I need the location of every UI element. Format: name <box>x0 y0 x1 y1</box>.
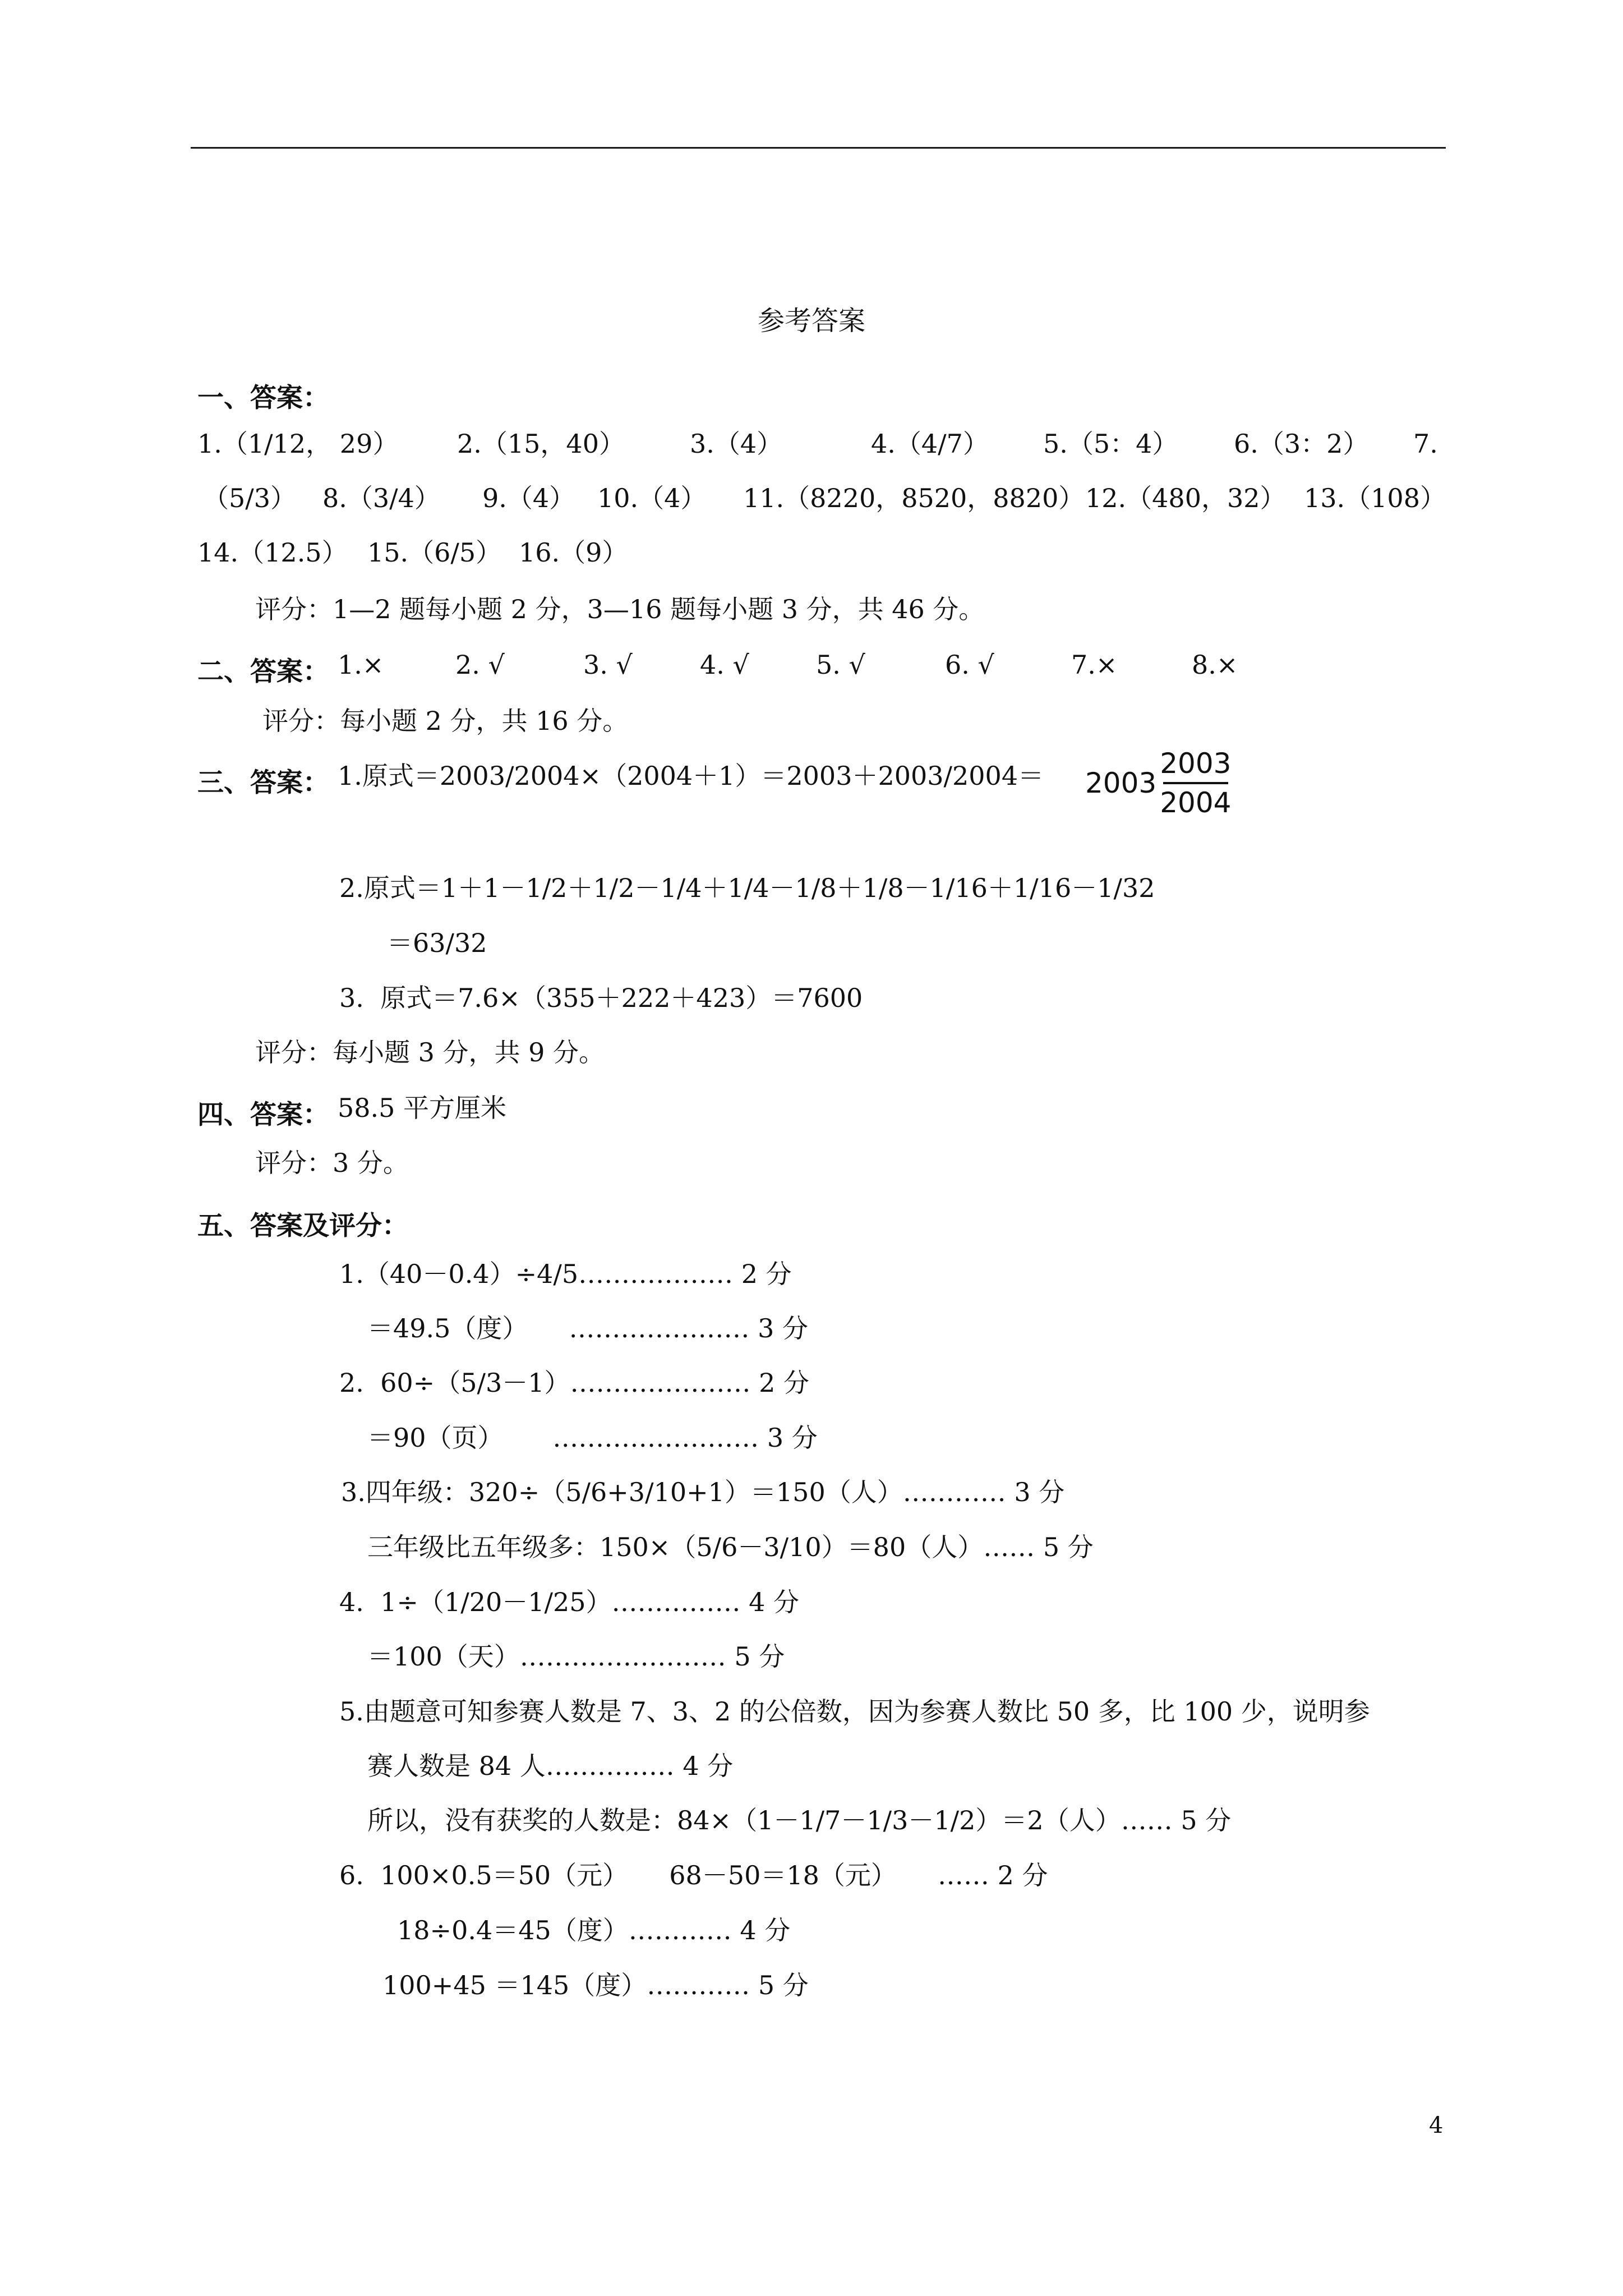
s5-line: ＝100（天）…………………… 5 分 <box>367 1641 785 1672</box>
page-number: 4 <box>1429 2113 1444 2138</box>
s1-row2-item: 9.（4） <box>482 483 575 513</box>
section-2-heading: 二、答案： <box>197 656 329 687</box>
s5-line: 赛人数是 84 人…………… 4 分 <box>367 1751 734 1781</box>
s5-line: 4. 1÷（1/20－1/25）…………… 4 分 <box>339 1587 800 1617</box>
s1-row2-item: 12.（480，32） <box>1085 483 1286 513</box>
s1-row1-item: 6.（3：2） <box>1234 429 1369 459</box>
s2-item: 5. √ <box>816 650 865 680</box>
section-1-heading: 一、答案： <box>197 383 329 413</box>
s1-row2-item: 11.（8220，8520，8820） <box>743 483 1085 513</box>
s1-row3-item: 14.（12.5） <box>197 537 348 568</box>
s5-line: 1.（40－0.4）÷4/5……………… 2 分 <box>339 1259 792 1289</box>
s1-row3-item: 15.（6/5） <box>367 537 502 568</box>
s3-line2: 2.原式＝1＋1－1/2＋1/2－1/4＋1/4－1/8＋1/8－1/16＋1/16－1/32 <box>339 873 1155 903</box>
s1-row2-item: （5/3） <box>203 483 297 513</box>
s5-line: 三年级比五年级多：150×（5/6－3/10）＝80（人）…… 5 分 <box>367 1532 1094 1562</box>
page-title: 参考答案 <box>757 305 865 337</box>
s5-line: 2. 60÷（5/3－1）………………… 2 分 <box>339 1368 810 1398</box>
s1-row1-item: 2.（15，40） <box>457 429 625 459</box>
section-5-heading: 五、答案及评分： <box>197 1211 408 1241</box>
s3-line3: ＝63/32 <box>387 928 487 958</box>
fraction-bar <box>1163 782 1228 784</box>
header-rule <box>191 147 1446 149</box>
s4-answer: 58.5 平方厘米 <box>338 1093 507 1123</box>
s1-row2-item: 8.（3/4） <box>322 483 440 513</box>
s5-line: ＝90（页） …………………… 3 分 <box>367 1423 818 1453</box>
s2-item: 2. √ <box>455 650 505 680</box>
s5-line: 100+45 ＝145（度）………… 5 分 <box>382 1970 809 2000</box>
s5-line: 6. 100×0.5＝50（元） 68－50＝18（元） …… 2 分 <box>339 1860 1048 1890</box>
fraction-denominator: 2004 <box>1160 786 1232 819</box>
s2-item: 6. √ <box>945 650 994 680</box>
s5-line: 所以，没有获奖的人数是：84×（1－1/7－1/3－1/2）＝2（人）…… 5 分 <box>367 1805 1232 1835</box>
s1-row1-item: 7. <box>1413 429 1438 459</box>
s3-line4: 3. 原式＝7.6×（355＋222＋423）＝7600 <box>339 983 863 1013</box>
s3-score: 评分：每小题 3 分，共 9 分。 <box>255 1037 605 1068</box>
s2-item: 8.× <box>1192 650 1238 680</box>
s5-line: ＝49.5（度） ………………… 3 分 <box>367 1313 809 1343</box>
s1-row1-item: 4.（4/7） <box>871 429 989 459</box>
s5-line: 5.由题意可知参赛人数是 7、3、2 的公倍数，因为参赛人数比 50 多，比 100 少，说明参 <box>339 1696 1370 1727</box>
s1-row2-item: 10.（4） <box>597 483 707 513</box>
s2-item: 3. √ <box>583 650 633 680</box>
s1-row1-item: 5.（5：4） <box>1043 429 1178 459</box>
s1-row1-item: 1.（1/12， 29） <box>197 429 399 459</box>
section-3-heading: 三、答案： <box>197 767 329 798</box>
s2-item: 1.× <box>338 650 384 680</box>
s5-line: 3.四年级：320÷（5/6+3/10+1）＝150（人）………… 3 分 <box>341 1477 1065 1507</box>
fraction-numerator: 2003 <box>1160 747 1232 780</box>
s5-line: 18÷0.4＝45（度）………… 4 分 <box>397 1915 791 1945</box>
s2-item: 4. √ <box>700 650 749 680</box>
s1-row3-item: 16.（9） <box>519 537 628 568</box>
s3-line1: 1.原式＝2003/2004×（2004＋1）＝2003＋2003/2004＝ <box>338 761 1044 791</box>
s2-score: 评分：每小题 2 分，共 16 分。 <box>262 706 629 736</box>
s1-row2-item: 13.（108） <box>1304 483 1446 513</box>
s4-score: 评分：3 分。 <box>255 1148 409 1178</box>
mixed-fraction <box>1085 747 1232 819</box>
s1-row1-item: 3.（4） <box>690 429 783 459</box>
section-4-heading: 四、答案： <box>197 1099 329 1130</box>
s1-score: 评分：1—2 题每小题 2 分，3—16 题每小题 3 分，共 46 分。 <box>255 594 985 624</box>
s2-item: 7.× <box>1071 650 1118 680</box>
fraction-whole: 2003 <box>1085 767 1157 799</box>
